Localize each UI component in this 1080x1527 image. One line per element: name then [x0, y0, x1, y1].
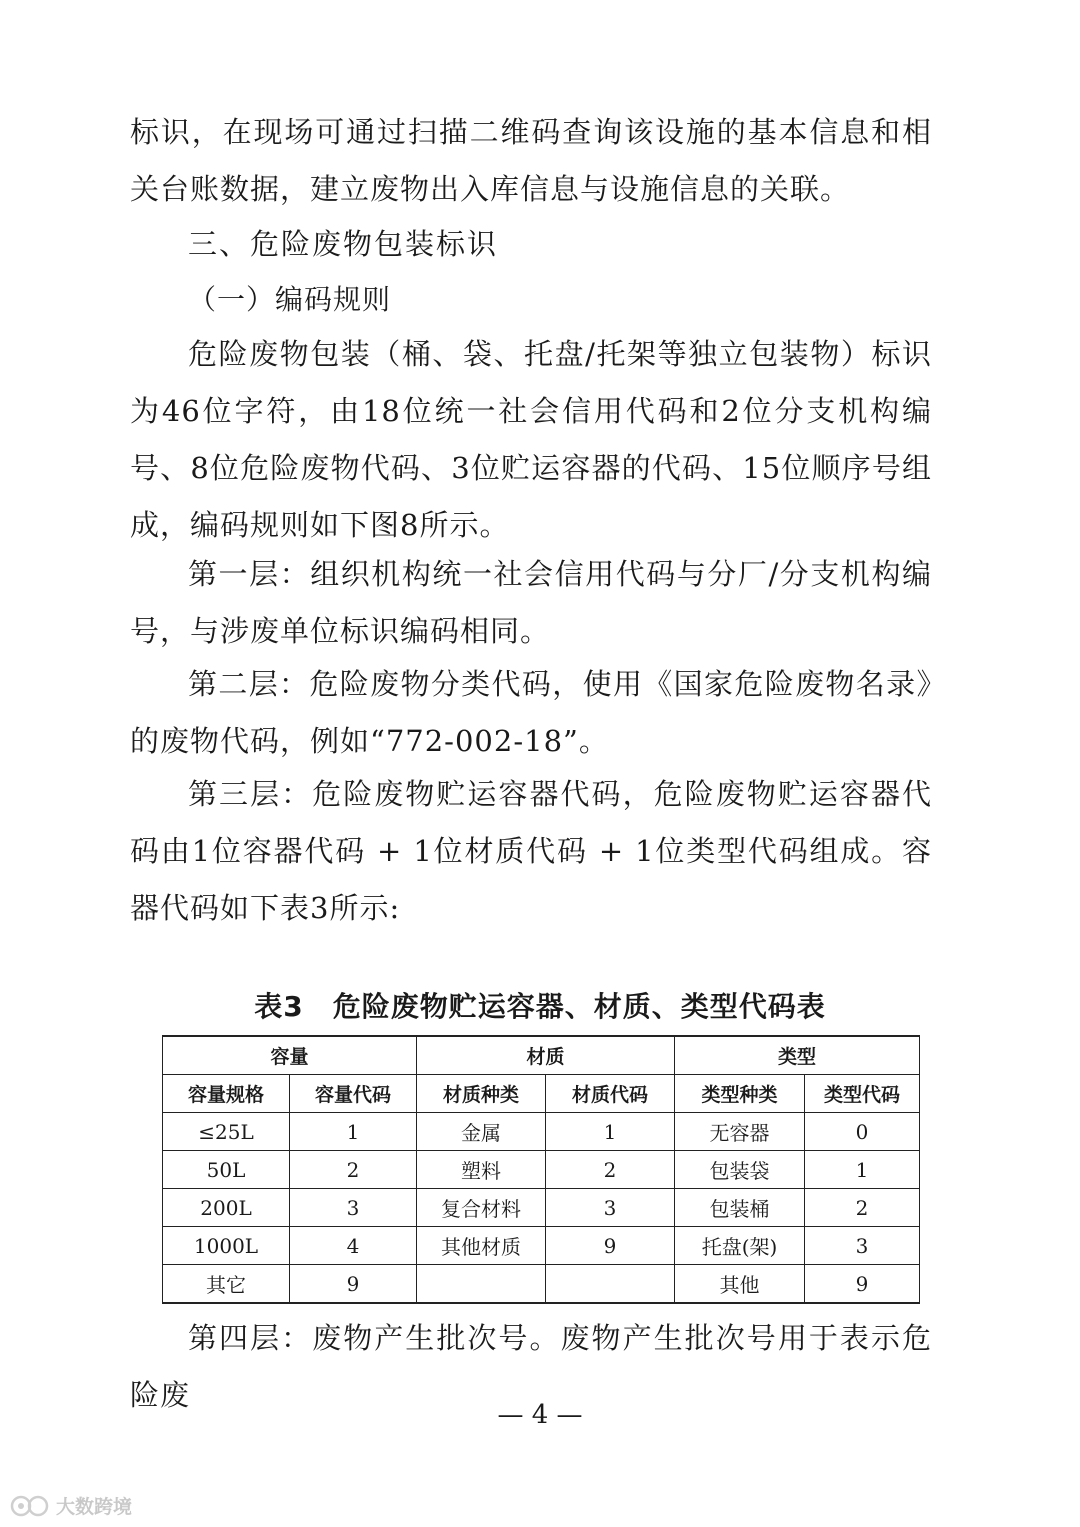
table-cell [417, 1265, 546, 1304]
table-cell: 塑料 [417, 1151, 546, 1189]
paragraph-package-label-definition: 危险废物包装（桶、袋、托盘/托架等独立包装物）标识为46位字符，由18位统一社会信用代码和2位分支机构编号、8位危险废物代码、3位贮运容器的代码、15位顺序号组成，编码规则如下图8所示。 [130, 337, 932, 542]
paragraph-layer-2: 第二层：危险废物分类代码，使用《国家危险废物名录》的废物代码，例如“772-002-18”。 [130, 667, 932, 758]
column-header: 容量代码 [290, 1075, 417, 1113]
paragraph-layer-4: 第四层：废物产生批次号。废物产生批次号用于表示危险废 [130, 1321, 932, 1412]
table-cell: 2 [805, 1189, 920, 1227]
table-cell: 其它 [163, 1265, 290, 1304]
watermark-logo-icon [10, 1493, 50, 1519]
table-cell: 包装袋 [675, 1151, 805, 1189]
table-cell: 2 [290, 1151, 417, 1189]
paragraph-facility-label-end: 标识，在现场可通过扫描二维码查询该设施的基本信息和相关台账数据，建立废物出入库信息与设施信息的关联。 [130, 115, 932, 206]
table-cell: 50L [163, 1151, 290, 1189]
table-cell [546, 1265, 675, 1304]
table-cell: 无容器 [675, 1113, 805, 1151]
table-caption: 表3 危险废物贮运容器、材质、类型代码表 [254, 990, 826, 1023]
table-cell: 其他 [675, 1265, 805, 1304]
section-heading-3: 三、危险废物包装标识 [188, 227, 499, 261]
column-header: 材质代码 [546, 1075, 675, 1113]
group-header-capacity: 容量 [163, 1036, 417, 1075]
column-header: 类型代码 [805, 1075, 920, 1113]
group-header-type: 类型 [675, 1036, 920, 1075]
watermark [10, 1492, 132, 1519]
page-number: — 4 — [497, 1400, 583, 1430]
column-header: 容量规格 [163, 1075, 290, 1113]
table-cell: 2 [546, 1151, 675, 1189]
table-cell: 4 [290, 1227, 417, 1265]
table-cell: 1 [290, 1113, 417, 1151]
paragraph-layer-1: 第一层：组织机构统一社会信用代码与分厂/分支机构编号，与涉废单位标识编码相同。 [130, 557, 932, 648]
table-cell: 9 [290, 1265, 417, 1304]
paragraph-layer-3: 第三层：危险废物贮运容器代码，危险废物贮运容器代码由1位容器代码 + 1位材质代码 + 1位类型代码组成。容器代码如下表3所示: [130, 777, 932, 925]
table-cell: 包装桶 [675, 1189, 805, 1227]
watermark-text: 大数跨境 [56, 1496, 133, 1518]
table-cell: 其他材质 [417, 1227, 546, 1265]
table-cell: 复合材料 [417, 1189, 546, 1227]
container-code-table [162, 1035, 920, 1304]
table-cell: 3 [290, 1189, 417, 1227]
table-cell: 3 [546, 1189, 675, 1227]
table-cell: 9 [805, 1265, 920, 1304]
table-row [163, 1151, 920, 1189]
table-cell: 1 [546, 1113, 675, 1151]
table-row [163, 1189, 920, 1227]
table-cell: 托盘(架) [675, 1227, 805, 1265]
table-cell: 9 [546, 1227, 675, 1265]
table-cell: 0 [805, 1113, 920, 1151]
subheading-coding-rules: （一）编码规则 [188, 283, 392, 316]
table-cell: 3 [805, 1227, 920, 1265]
table-cell: 200L [163, 1189, 290, 1227]
column-header: 材质种类 [417, 1075, 546, 1113]
table-row [163, 1227, 920, 1265]
table-cell: 1 [805, 1151, 920, 1189]
table-cell: 1000L [163, 1227, 290, 1265]
table-row [163, 1265, 920, 1304]
group-header-material: 材质 [417, 1036, 675, 1075]
table-cell: 金属 [417, 1113, 546, 1151]
table-cell: ≤25L [163, 1113, 290, 1151]
table-row [163, 1113, 920, 1151]
column-header: 类型种类 [675, 1075, 805, 1113]
